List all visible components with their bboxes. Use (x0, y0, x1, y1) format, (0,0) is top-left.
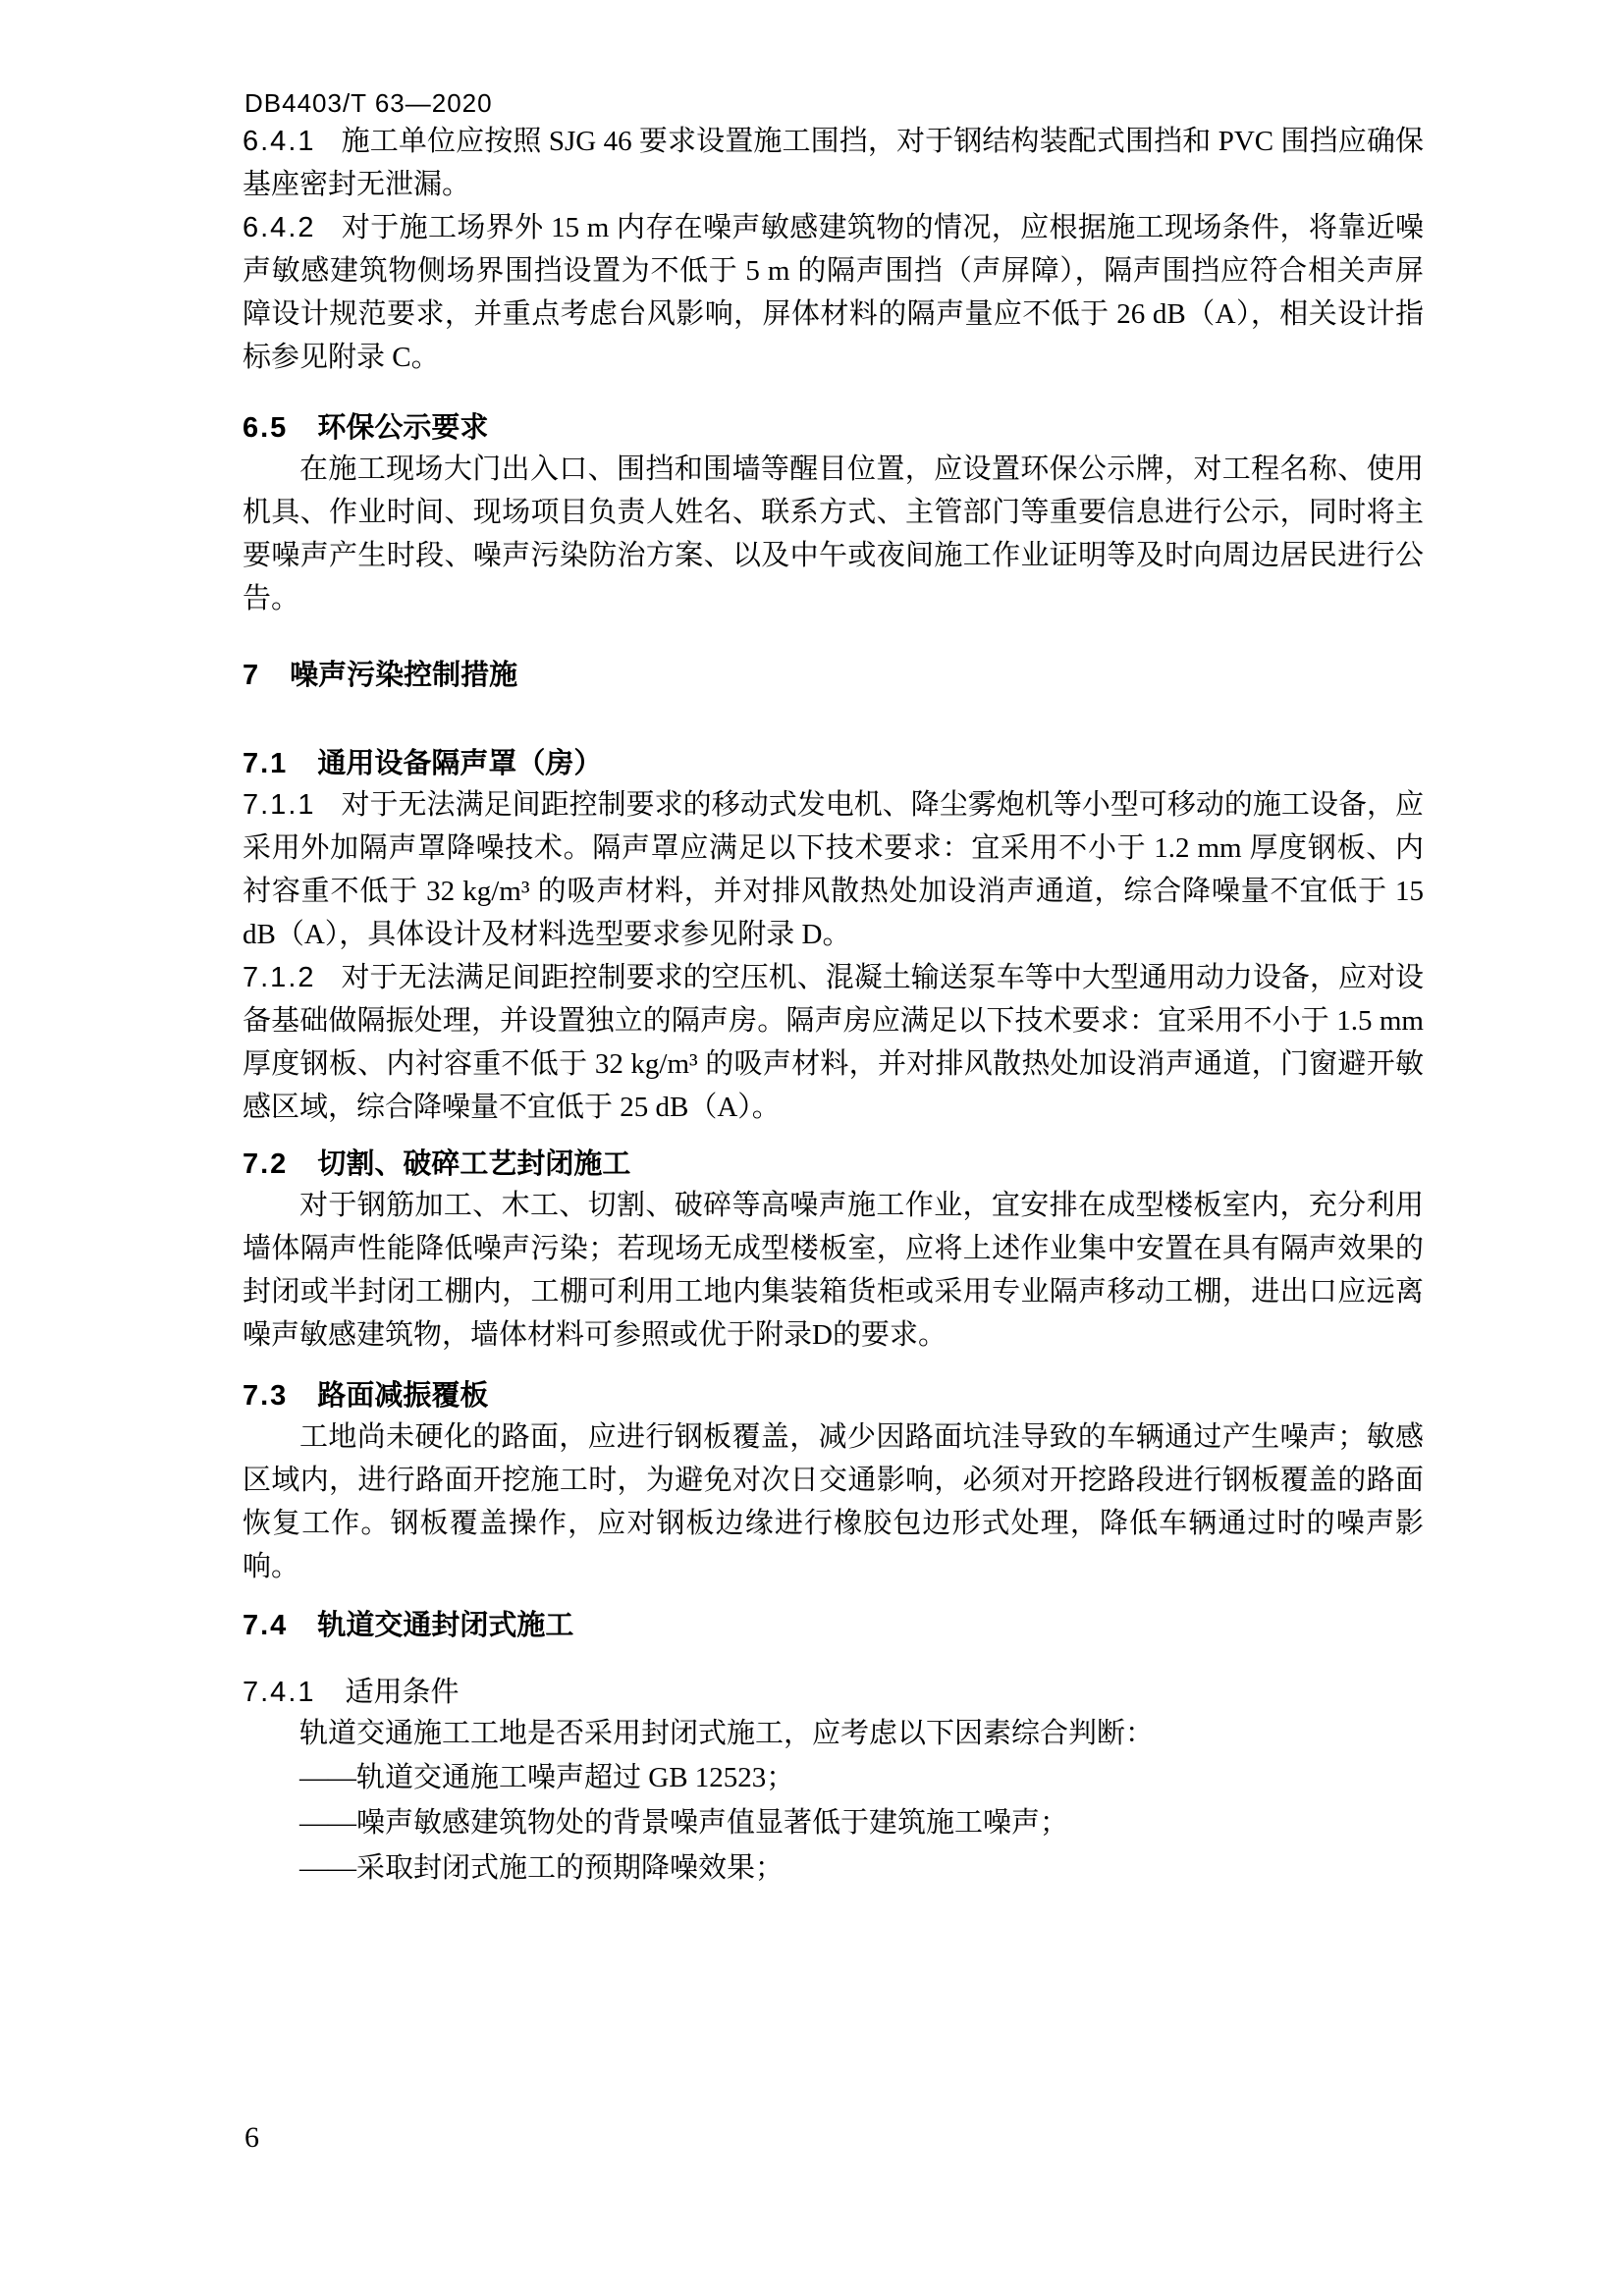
heading-title: 通用设备隔声罩（房） (317, 748, 603, 779)
heading-7-4-1 (243, 1673, 1424, 1712)
heading-number: 7.4.1 (243, 1677, 316, 1708)
list-item-dash: ——噪声敏感建筑物处的背景噪声值显著低于建筑施工噪声； (299, 1807, 1069, 1839)
page-number: 6 (244, 2121, 259, 2154)
clause-number: 7.1.1 (243, 789, 316, 821)
heading-number: 7.1 (243, 748, 289, 779)
paragraph-7-3: 工地尚未硬化的路面，应进行钢板覆盖，减少因路面坑洼导致的车辆通过产生噪声；敏感区域内，进行路面开挖施工时，为避免对次日交通影响，必须对开挖路段进行钢板覆盖的路面恢复工作。钢板覆盖操作，应对钢板边缘进行橡胶包边形式处理，降低车辆通过时的噪声影响。 (243, 1421, 1424, 1582)
clause-text: 施工单位应按照 SJG 46 要求设置施工围挡，对于钢结构装配式围挡和 PVC 围挡应确保基座密封无泄漏。 (243, 126, 1424, 200)
paragraph-7-2: 对于钢筋加工、木工、切割、破碎等高噪声施工作业，宜安排在成型楼板室内，充分利用墙体隔声性能降低噪声污染；若现场无成型楼板室，应将上述作业集中安置在具有隔声效果的封闭或半封闭工棚内，工棚可利用工地内集装箱货柜或采用专业隔声移动工棚，进出口应远离噪声敏感建筑物，墙体材料可参照或优于附录D的要求。 (243, 1190, 1424, 1351)
clause-6-4-2 (243, 206, 1424, 379)
heading-title: 轨道交通封闭式施工 (317, 1610, 574, 1641)
heading-7-2 (243, 1145, 1424, 1184)
clause-7-1-2 (243, 956, 1424, 1129)
heading-number: 6.5 (243, 412, 289, 444)
clause-number: 6.4.1 (243, 126, 316, 157)
heading-7-3 (243, 1376, 1424, 1415)
heading-number: 7 (243, 660, 261, 691)
heading-7 (243, 656, 1424, 695)
paragraph-6-5: 在施工现场大门出入口、围挡和围墙等醒目位置，应设置环保公示牌，对工程名称、使用机具、作业时间、现场项目负责人姓名、联系方式、主管部门等重要信息进行公示，同时将主要噪声产生时段、噪声污染防治方案、以及中午或夜间施工作业证明等及时向周边居民进行公告。 (243, 454, 1424, 614)
heading-7-1 (243, 744, 1424, 783)
heading-number: 7.2 (243, 1148, 289, 1180)
list-item-dash: ——轨道交通施工噪声超过 GB 12523； (299, 1762, 795, 1793)
clause-number: 7.1.2 (243, 962, 316, 993)
clause-6-4-1 (243, 120, 1424, 206)
clause-text: 对于无法满足间距控制要求的空压机、混凝土输送泵车等中大型通用动力设备，应对设备基础做隔振处理，并设置独立的隔声房。隔声房应满足以下技术要求：宜采用不小于 1.5 mm 厚度钢板、内衬容重不低于 32 kg/m³ 的吸声材料，并对排风散热处加设消声通道，门窗避开敏感区域，综合降噪量不宜低于 25 dB（A）。 (243, 962, 1424, 1123)
list-item-dash: ——采取封闭式施工的预期降噪效果； (299, 1852, 785, 1884)
clause-text: 对于无法满足间距控制要求的移动式发电机、降尘雾炮机等小型可移动的施工设备，应采用外加隔声罩降噪技术。隔声罩应满足以下技术要求：宜采用不小于 1.2 mm 厚度钢板、内衬容重不低于 32 kg/m³ 的吸声材料，并对排风散热处加设消声通道，综合降噪量不宜低于 15 dB（A），具体设计及材料选型要求参见附录 D。 (243, 789, 1424, 950)
clause-7-1-1 (243, 783, 1424, 956)
heading-title: 适用条件 (345, 1677, 460, 1708)
heading-title: 路面减振覆板 (317, 1380, 489, 1412)
clause-text: 对于施工场界外 15 m 内存在噪声敏感建筑物的情况，应根据施工现场条件，将靠近噪声敏感建筑物侧场界围挡设置为不低于 5 m 的隔声围挡（声屏障），隔声围挡应符合相关声屏障设计规范要求，并重点考虑台风影响，屏体材料的隔声量应不低于 26 dB（A），相关设计指标参见附录 C。 (243, 212, 1424, 373)
heading-title: 噪声污染控制措施 (290, 660, 518, 691)
standard-number-header: DB4403/T 63—2020 (244, 88, 493, 118)
clause-number: 6.4.2 (243, 212, 316, 243)
heading-title: 环保公示要求 (317, 412, 489, 444)
heading-7-4 (243, 1606, 1424, 1645)
heading-number: 7.4 (243, 1610, 289, 1641)
heading-number: 7.3 (243, 1380, 289, 1412)
heading-6-5 (243, 408, 1424, 448)
page-content (243, 120, 1424, 1891)
heading-title: 切割、破碎工艺封闭施工 (317, 1148, 631, 1180)
paragraph-7-4-1: 轨道交通施工工地是否采用封闭式施工，应考虑以下因素综合判断： (299, 1718, 1155, 1749)
